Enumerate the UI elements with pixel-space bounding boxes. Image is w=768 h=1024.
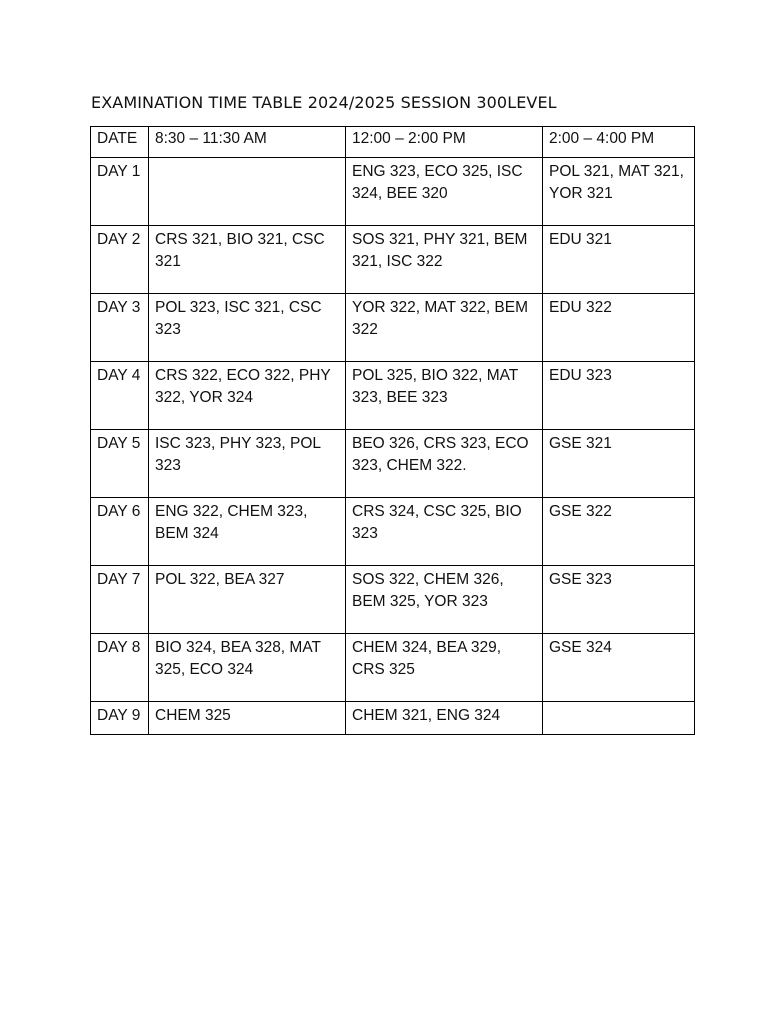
morning-cell: ISC 323, PHY 323, POL 323 — [149, 430, 346, 498]
day-cell: DAY 8 — [91, 634, 149, 702]
afternoon-cell: POL 321, MAT 321, YOR 321 — [543, 158, 695, 226]
table-row — [91, 702, 695, 735]
afternoon-cell: GSE 323 — [543, 566, 695, 634]
exam-timetable — [90, 126, 695, 735]
morning-cell: ENG 322, CHEM 323, BEM 324 — [149, 498, 346, 566]
afternoon-cell: EDU 322 — [543, 294, 695, 362]
morning-cell — [149, 158, 346, 226]
midday-cell: YOR 322, MAT 322, BEM 322 — [346, 294, 543, 362]
table-row — [91, 430, 695, 498]
header-date: DATE — [91, 127, 149, 158]
midday-cell: CHEM 321, ENG 324 — [346, 702, 543, 735]
table-row — [91, 498, 695, 566]
day-cell: DAY 3 — [91, 294, 149, 362]
day-cell: DAY 5 — [91, 430, 149, 498]
midday-cell: ENG 323, ECO 325, ISC 324, BEE 320 — [346, 158, 543, 226]
header-midday-slot: 12:00 – 2:00 PM — [346, 127, 543, 158]
day-cell: DAY 6 — [91, 498, 149, 566]
afternoon-cell: GSE 321 — [543, 430, 695, 498]
day-cell: DAY 9 — [91, 702, 149, 735]
morning-cell: CHEM 325 — [149, 702, 346, 735]
table-row — [91, 634, 695, 702]
morning-cell: POL 322, BEA 327 — [149, 566, 346, 634]
table-row — [91, 294, 695, 362]
day-cell: DAY 1 — [91, 158, 149, 226]
midday-cell: POL 325, BIO 322, MAT 323, BEE 323 — [346, 362, 543, 430]
table-row — [91, 566, 695, 634]
table-row — [91, 158, 695, 226]
day-cell: DAY 7 — [91, 566, 149, 634]
morning-cell: CRS 321, BIO 321, CSC 321 — [149, 226, 346, 294]
page-title: EXAMINATION TIME TABLE 2024/2025 SESSION 300LEVEL — [91, 93, 557, 112]
table-header-row — [91, 127, 695, 158]
afternoon-cell: EDU 323 — [543, 362, 695, 430]
midday-cell: CHEM 324, BEA 329, CRS 325 — [346, 634, 543, 702]
day-cell: DAY 2 — [91, 226, 149, 294]
midday-cell: BEO 326, CRS 323, ECO 323, CHEM 322. — [346, 430, 543, 498]
morning-cell: POL 323, ISC 321, CSC 323 — [149, 294, 346, 362]
afternoon-cell: GSE 322 — [543, 498, 695, 566]
midday-cell: CRS 324, CSC 325, BIO 323 — [346, 498, 543, 566]
table-row — [91, 362, 695, 430]
afternoon-cell: GSE 324 — [543, 634, 695, 702]
day-cell: DAY 4 — [91, 362, 149, 430]
header-afternoon-slot: 2:00 – 4:00 PM — [543, 127, 695, 158]
midday-cell: SOS 322, CHEM 326, BEM 325, YOR 323 — [346, 566, 543, 634]
afternoon-cell — [543, 702, 695, 735]
afternoon-cell: EDU 321 — [543, 226, 695, 294]
table-row — [91, 226, 695, 294]
midday-cell: SOS 321, PHY 321, BEM 321, ISC 322 — [346, 226, 543, 294]
header-morning-slot: 8:30 – 11:30 AM — [149, 127, 346, 158]
morning-cell: CRS 322, ECO 322, PHY 322, YOR 324 — [149, 362, 346, 430]
morning-cell: BIO 324, BEA 328, MAT 325, ECO 324 — [149, 634, 346, 702]
